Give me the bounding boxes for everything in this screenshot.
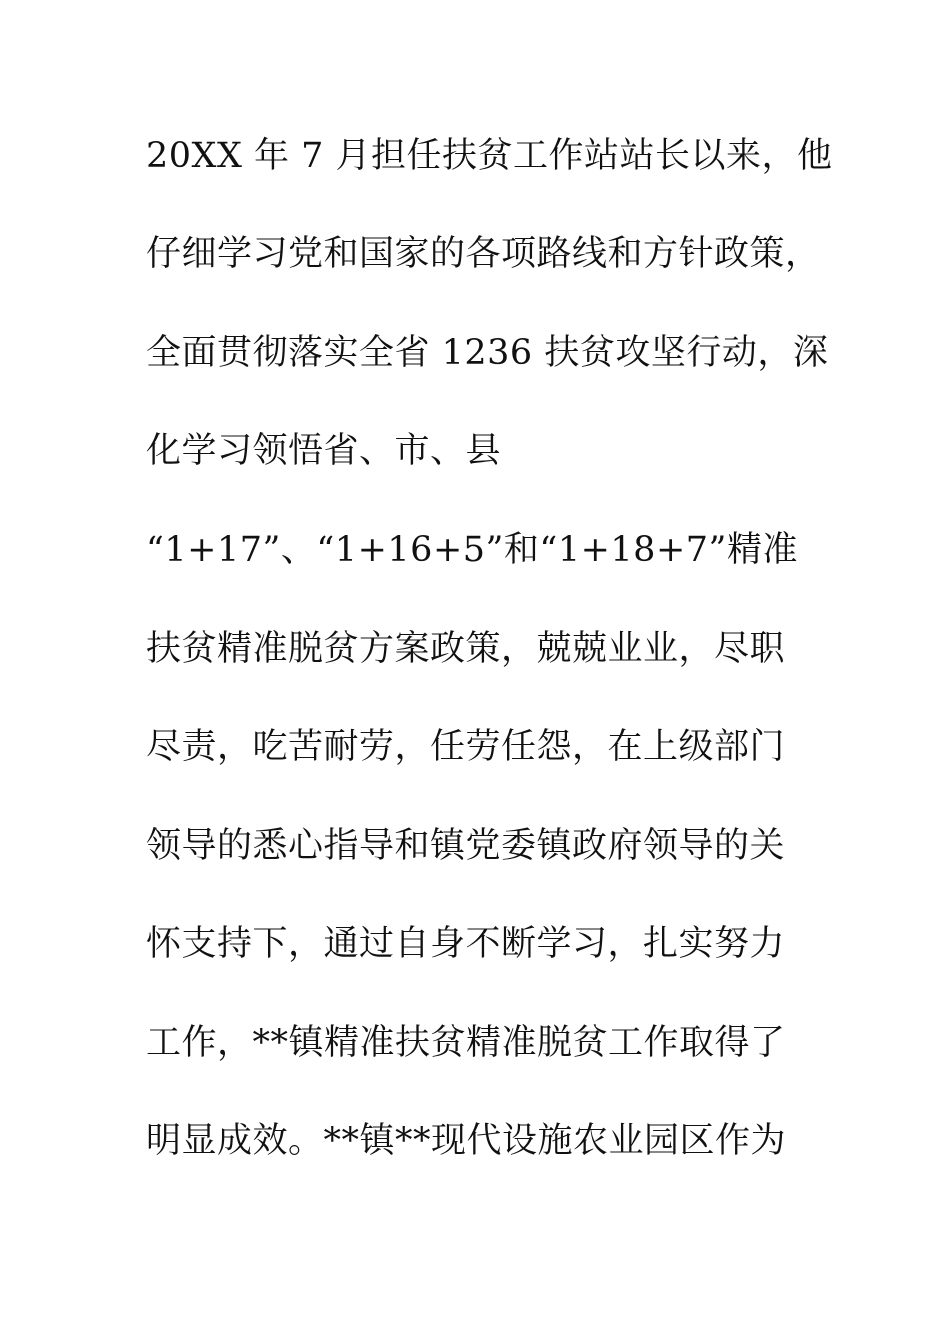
body-text-line: 仔细学习党和国家的各项路线和方针政策， [146, 234, 821, 274]
body-text-line: 怀支持下，通过自身不断学习，扎实努力 [146, 924, 786, 964]
body-text-line: 扶贫精准脱贫方案政策，兢兢业业，尽职 [146, 629, 786, 669]
body-text-line: 化学习领悟省、市、县 [146, 431, 502, 471]
body-text-line: 尽责，吃苦耐劳，任劳任怨，在上级部门 [146, 727, 786, 767]
body-text-line: 20XX 年 7 月担任扶贫工作站站长以来，他 [146, 136, 833, 176]
body-text-line: 明显成效。**镇**现代设施农业园区作为 [146, 1121, 787, 1161]
body-text-line: “1+17”、“1+16+5”和“1+18+7”精准 [146, 530, 798, 570]
body-text-line: 全面贯彻落实全省 1236 扶贫攻坚行动，深 [146, 333, 829, 373]
body-text-line: 工作，**镇精准扶贫精准脱贫工作取得了 [146, 1023, 786, 1063]
body-text-line: 领导的悉心指导和镇党委镇政府领导的关 [146, 826, 786, 866]
